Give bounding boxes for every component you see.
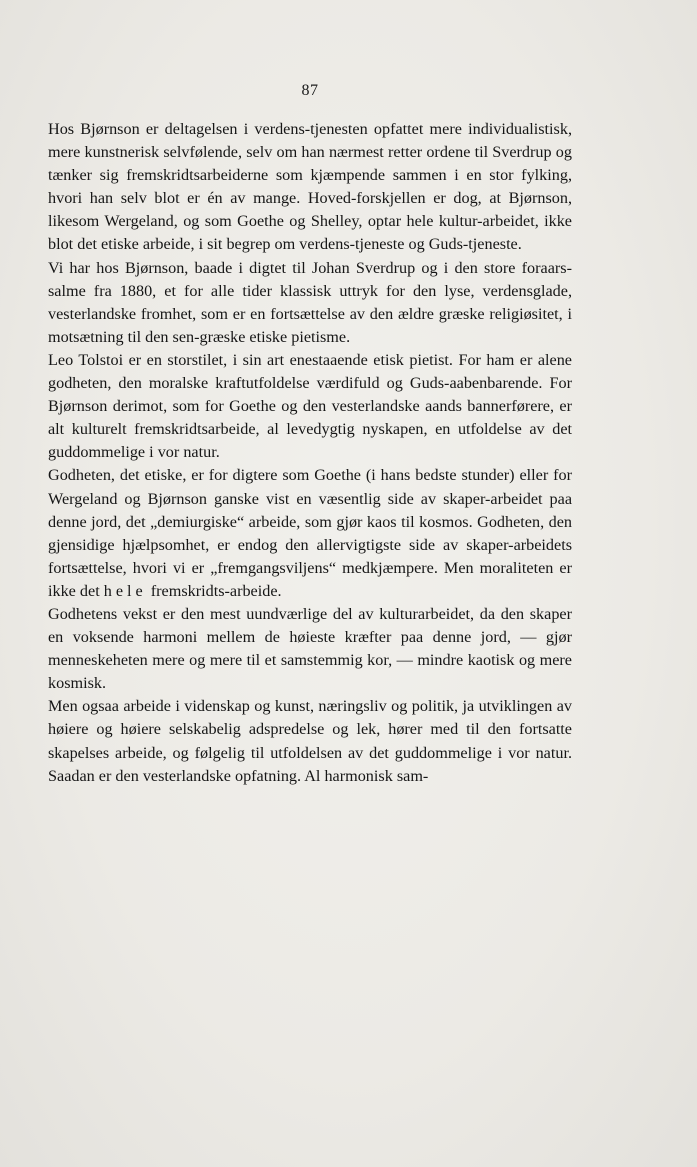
paragraph-3: Leo Tolstoi er en storstilet, i sin art enestaaende etisk pietist. For ham er alene godheten, den moralske kraftutfoldelse værdifuld og Guds-aabenbarende. For Bjørnson derimot, som for Goethe og den vesterlandske aands bannerførere, er alt kulturelt fremskridtsarbeide, al levedygtig nyskapen, en utfoldelse av det guddommelige i vor natur. [48,350,572,462]
paragraph-4 [48,464,572,603]
paragraph-2: Vi har hos Bjørnson, baade i digtet til Johan Sverdrup og i den store foraars-salme fra 1880, et for alle tider klassisk uttryk for den lyse, verdensglade, vesterlandske fromhet, som er en fortsættelse av den ældre græske religiøsitet, i motsætning til den sen-græske etiske pietisme. [48,258,572,346]
paragraph-6: Men ogsaa arbeide i videnskap og kunst, næringsliv og politik, ja utviklingen av høiere og høiere selskabelig adspredelse og lek, hører med til den fortsatte skapelses arbeide, og følgelig til utfoldelsen av det guddommelige i vor natur. Saadan er den vesterlandske opfatning. Al harmonisk sam- [48,697,572,785]
paragraph-4-text: Godheten, det etiske, er for digtere som Goethe (i hans bedste stunder) eller for Wergeland og Bjørnson ganske vist en væsentlig side av skaper-arbeidet paa denne jord, det „demiurgiske“ arbeide, som gjør kaos til kosmos. Godheten, den gjensidige hjælpsomhet, er endog den allervigtigste side av skaper-arbeidets fortsættelse, hvori vi er „fremgangsviljens“ medkjæmpere. Men moraliteten er ikke det [48,466,572,600]
page-number: 87 [301,82,319,99]
paragraph-4-tail: fremskridts-arbeide. [146,581,282,600]
paragraph-5: Godhetens vekst er den mest uundværlige del av kulturarbeidet, da den skaper en voksende harmoni mellem de høieste kræfter paa denne jord, — gjør menneskeheten mere og mere til et samstemmig kor, — mindre kaotisk og mere kosmisk. [48,604,572,693]
emphasized-word: hele [103,581,147,600]
paragraph-1: Hos Bjørnson er deltagelsen i verdens-tjenesten opfattet mere individualistisk, mere kunstnerisk selvfølende, selv om han nærmest retter ordene til Sverdrup og tænker sig fremskridtsarbeiderne som kjæmpende sammen i en stor fylking, hvori han selv blot er én av mange. Hoved-forskjellen er dog, at Bjørnson, likesom Wergeland, og som Goethe og Shelley, optar hele kultur-arbeidet, ikke blot det etiske arbeide, i sit begrep om verdens-tjeneste og Guds-tjeneste. [48,120,572,254]
body-text [48,118,572,788]
